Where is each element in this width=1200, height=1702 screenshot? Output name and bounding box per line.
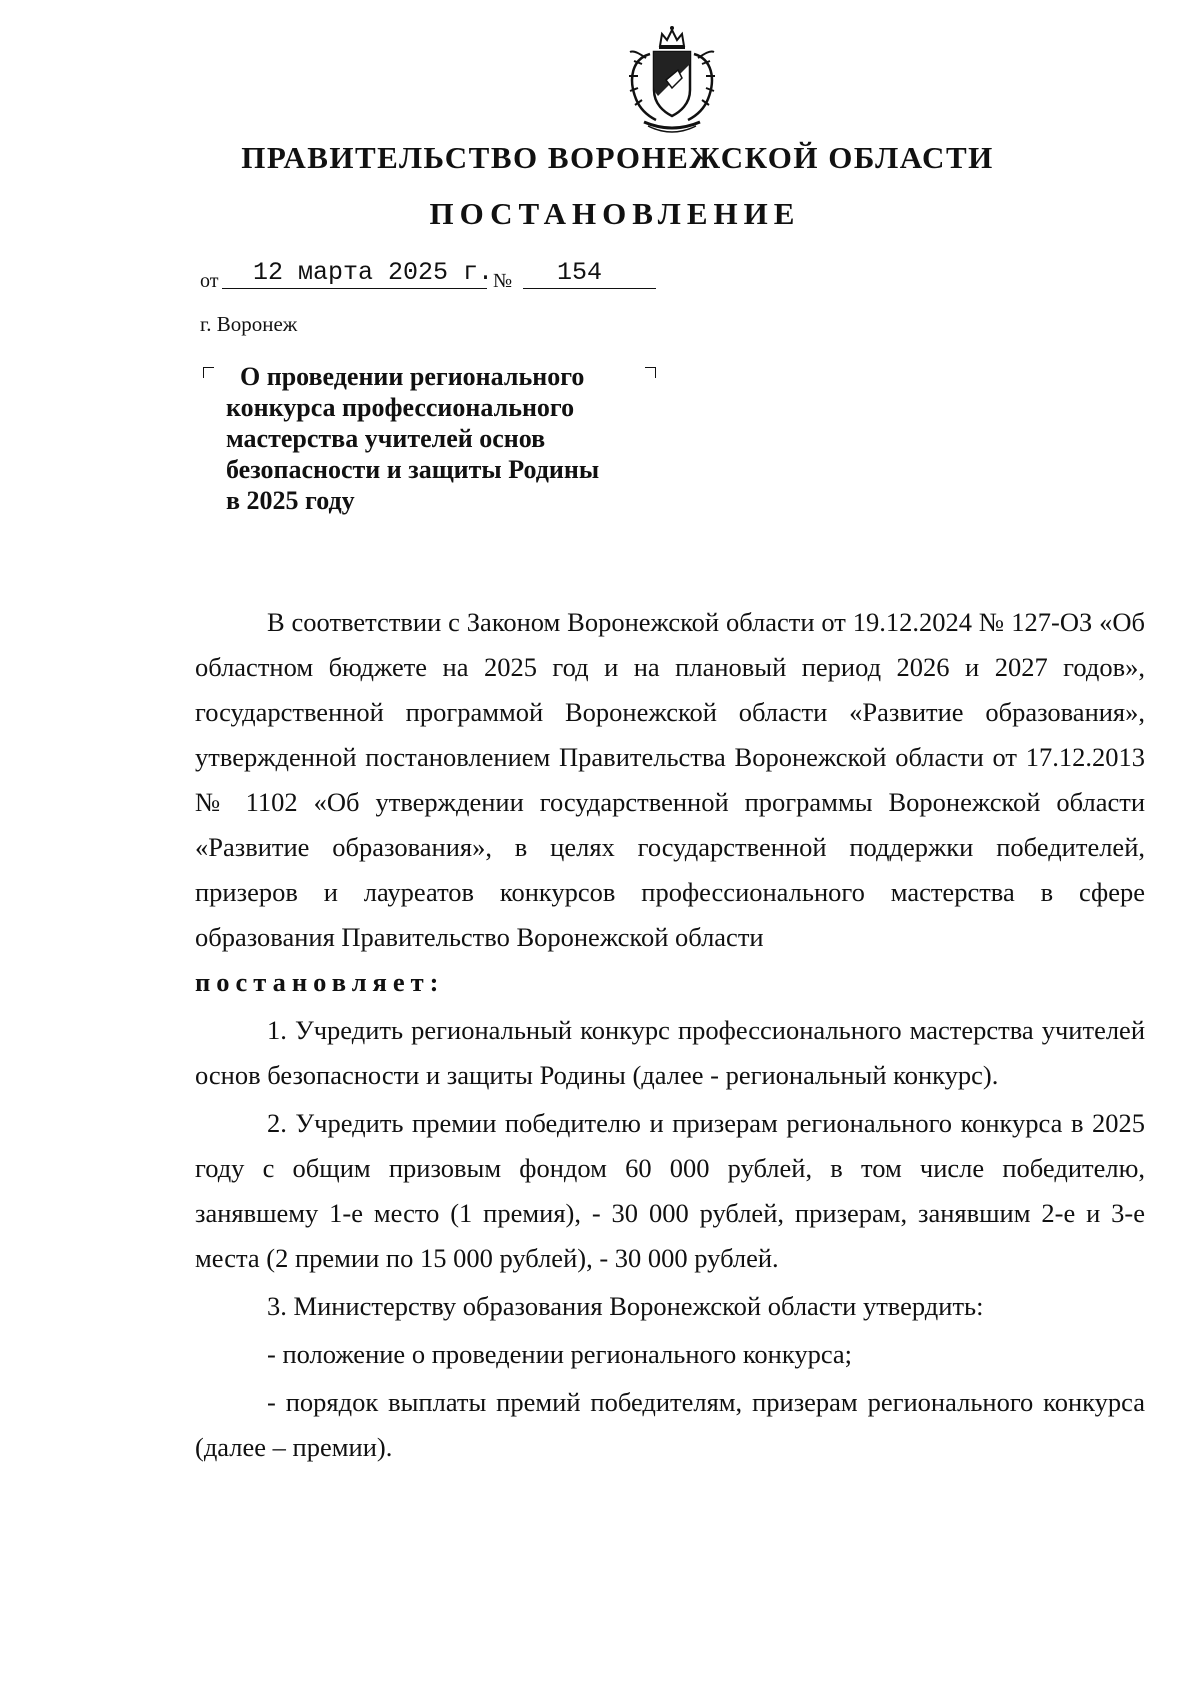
document-type: ПОСТАНОВЛЕНИЕ [429, 196, 801, 231]
date-prefix: от [200, 270, 219, 292]
government-title: ПРАВИТЕЛЬСТВО ВОРОНЕЖСКОЙ ОБЛАСТИ [241, 140, 994, 175]
number-prefix: № [493, 270, 513, 292]
subject-corner-right [645, 367, 656, 378]
document-body [195, 600, 1145, 1470]
number-underline [523, 288, 656, 289]
item-paragraph: - положение о проведении регионального конкурса; [267, 1339, 853, 1369]
preamble-paragraph [195, 600, 1145, 960]
item-paragraph: 3. Министерству образования Воронежской области утвердить: [267, 1291, 984, 1321]
subject-line: конкурса профессионального [226, 393, 575, 422]
subject-line: в 2025 году [226, 486, 355, 515]
item-paragraph: - порядок выплаты премий победителям, призерам регионального конкурса (далее – премии). [195, 1387, 1145, 1462]
document-subject [226, 361, 599, 516]
subject-line: мастерства учителей основ [226, 424, 546, 453]
document-date: 12 марта 2025 г. [253, 258, 494, 287]
document-number: 154 [557, 258, 603, 287]
resolves-paragraph [195, 960, 1145, 1005]
subject-corner-left [203, 367, 214, 378]
item-paragraph: 2. Учредить премии победителю и призерам регионального конкурса в 2025 году с общим призовым фондом 60 000 рублей, в том числе победителю, занявшему 1-е место (1 премия), - 30 000 рублей, призерам, занявшим 2-е и 3-е места (2 премии по 15 000 рублей), - 30 000 рублей. [195, 1108, 1145, 1273]
date-underline [222, 288, 487, 289]
subject-line: О проведении регионального [240, 362, 585, 391]
document-city: г. Воронеж [200, 312, 298, 336]
coat-of-arms-icon [622, 24, 722, 139]
resolves-word: постановляет: [195, 967, 445, 997]
subject-line: безопасности и защиты Родины [226, 455, 600, 484]
preamble-text: В соответствии с Законом Воронежской области от 19.12.2024 № 127-ОЗ «Об областном бюджете на 2025 год и на плановый период 2026 и 2027 годов», государственной программой Воронежской области «Развитие образования», утвержденной постановлением Правительства Воронежской области от 17.12.2013 № 1102 «Об утверждении государственной программы Воронежской области «Развитие образования», в целях государственной поддержки победителей, призеров и лауреатов конкурсов профессионального мастерства в сфере образования Правительство Воронежской области [195, 607, 1145, 952]
item-paragraph: 1. Учредить региональный конкурс профессионального мастерства учителей основ безопасности и защиты Родины (далее - региональный конкурс). [195, 1015, 1145, 1090]
